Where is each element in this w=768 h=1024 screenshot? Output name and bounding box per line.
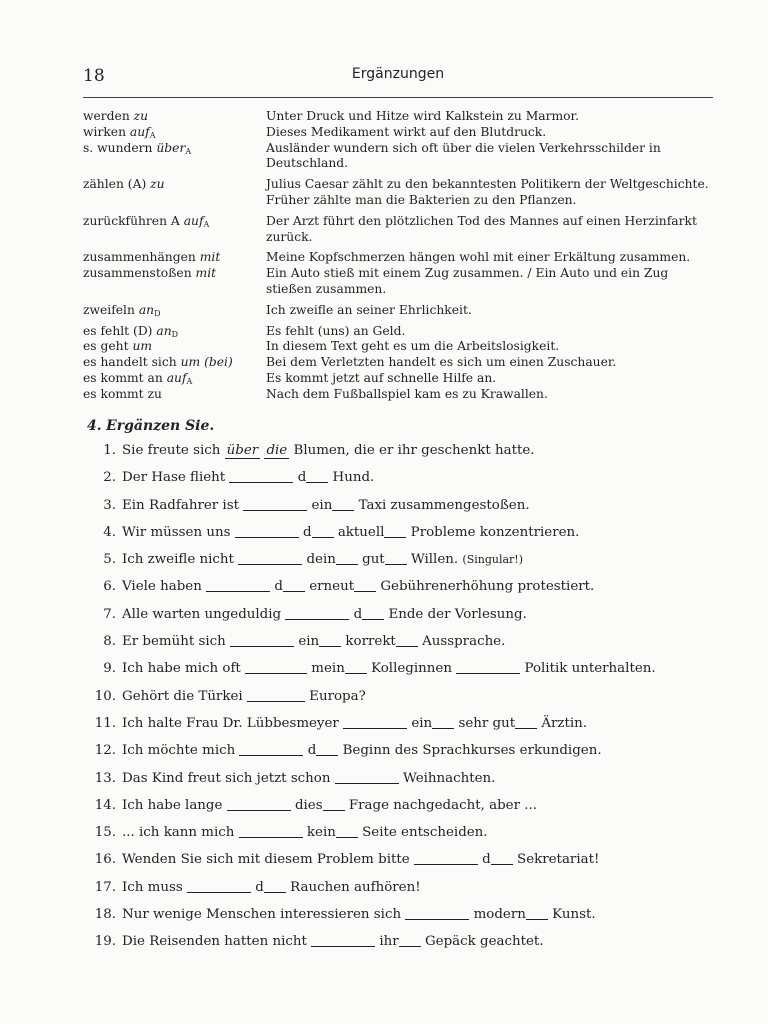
verb-preposition: an (156, 323, 172, 338)
item-number: 6. (103, 579, 116, 595)
case-subscript: D (171, 329, 179, 339)
item-text: d (251, 879, 264, 895)
answer-blank[interactable] (312, 521, 334, 538)
answer-blank[interactable] (515, 712, 537, 729)
item-number: 9. (103, 661, 116, 677)
verb-text: zählen (A) (83, 177, 147, 192)
item-text: Ich muss (122, 879, 187, 895)
exercise-item (88, 685, 728, 712)
item-number: 4. (103, 524, 116, 540)
item-text: Wir müssen uns (122, 524, 235, 540)
item-number: 13. (94, 770, 116, 786)
verb-preposition: mit (199, 250, 221, 265)
answer-blank[interactable] (491, 848, 513, 865)
vocab-verb (83, 266, 268, 282)
vocab-row (83, 303, 723, 319)
answer-blank[interactable] (245, 657, 307, 674)
case-subscript: D (154, 308, 161, 318)
item-text: Die Reisenden hatten nicht (122, 934, 312, 950)
vocab-verb (83, 387, 268, 403)
answer-blank[interactable] (432, 712, 454, 729)
header-divider (83, 97, 713, 98)
vocab-example (266, 387, 723, 403)
vocab-example (266, 141, 723, 173)
example-line: Ausländer wundern sich oft über die vielen Verkehrsschilder in (266, 140, 661, 155)
item-text: Gebührenerhöhung protestiert. (376, 579, 595, 595)
answer-blank[interactable] (414, 848, 478, 865)
item-text: Ende der Vorlesung. (384, 606, 527, 622)
example-line: Julius Caesar zählt zu den bekanntesten Politikern der Weltgeschichte. (266, 177, 709, 192)
verb-text: es kommt zu (83, 386, 162, 401)
vocab-example (266, 109, 723, 125)
answer-blank[interactable] (335, 767, 399, 784)
item-text: Wenden Sie sich mit diesem Problem bitte (122, 852, 414, 868)
item-text: ... ich kann mich (122, 825, 239, 841)
exercise-item (88, 603, 728, 630)
vocab-example (266, 177, 723, 209)
item-text: Er bemüht sich (122, 634, 231, 650)
exercise-item (88, 521, 728, 548)
item-note: (Singular!) (462, 553, 524, 567)
vocab-verb (83, 339, 268, 355)
case-subscript: A (149, 130, 156, 140)
filled-answer: über (226, 443, 259, 458)
answer-blank[interactable] (354, 575, 376, 592)
page-title: Ergänzungen (351, 66, 445, 82)
item-text: sehr gut (454, 715, 516, 731)
item-text: Ich habe lange (122, 797, 227, 813)
vocab-example (266, 125, 723, 141)
item-text: Kunst. (547, 907, 596, 923)
item-number: 11. (94, 715, 116, 731)
item-text: Ein Radfahrer ist (122, 497, 244, 513)
verb-preposition: auf (183, 213, 204, 228)
page-header (83, 66, 713, 90)
item-number: 16. (94, 852, 116, 868)
vocab-verb (83, 125, 268, 141)
example-line: Früher zählte man die Bakterien zu den Pflanzen. (266, 192, 577, 207)
verb-preposition: um (bei) (180, 355, 233, 370)
exercise-item (88, 794, 728, 821)
vocab-example (266, 250, 723, 266)
item-number: 8. (103, 634, 116, 650)
vocab-row (83, 371, 723, 387)
vocab-example (266, 324, 723, 340)
vocab-row (83, 339, 723, 355)
item-text: Weihnachten. (398, 770, 496, 786)
item-text: Rauchen aufhören! (285, 879, 421, 895)
item-text: d (349, 606, 363, 622)
item-text: ein (407, 715, 433, 731)
item-text: Frage nachgedacht, aber ... (344, 797, 538, 813)
vocab-row (83, 109, 723, 125)
vocab-example (266, 266, 723, 298)
item-text: Ich zweifle nicht (122, 552, 239, 568)
item-text: Ärztin. (537, 715, 588, 731)
exercise-item (88, 575, 728, 602)
item-number: 2. (103, 470, 116, 486)
case-subscript: A (185, 146, 192, 156)
vocab-verb (83, 109, 268, 125)
verb-text: zusammenhängen (83, 250, 196, 265)
item-text: Beginn des Sprachkurses erkundigen. (338, 743, 602, 759)
item-text: korrekt (341, 634, 396, 650)
exercise-item (88, 712, 728, 739)
verb-preposition: über (156, 140, 186, 155)
item-number: 3. (103, 497, 116, 513)
item-number: 10. (94, 688, 116, 704)
exercise-heading (87, 418, 214, 434)
verb-preposition: um (132, 339, 153, 354)
vocab-verb (83, 324, 268, 340)
item-text: Seite entscheiden. (357, 825, 488, 841)
example-line: stießen zusammen. (266, 281, 387, 296)
example-line: Meine Kopfschmerzen hängen wohl mit einer Erkältung zusammen. (266, 250, 691, 265)
vocab-row (83, 355, 723, 371)
item-number: 5. (103, 552, 116, 568)
example-line: Dieses Medikament wirkt auf den Blutdruck. (266, 124, 547, 139)
answer-blank[interactable] (345, 657, 367, 674)
answer-blank[interactable] (343, 712, 407, 729)
item-text: Gehört die Türkei (122, 688, 247, 704)
item-text: ein (294, 634, 320, 650)
example-line: Der Arzt führt den plötzlichen Tod des Mannes auf einen Herzinfarkt (266, 213, 697, 228)
exercise-item (88, 494, 728, 521)
case-subscript: A (186, 376, 193, 386)
verb-text: zurückführen A (83, 213, 180, 228)
answer-blank[interactable] (230, 630, 294, 647)
item-text: aktuell (333, 524, 385, 540)
item-text: Aussprache. (417, 634, 506, 650)
item-number: 14. (94, 797, 116, 813)
page-number: 18 (83, 66, 105, 86)
item-number: 18. (94, 907, 116, 923)
item-text: Blumen, die er ihr geschenkt hatte. (289, 443, 535, 458)
exercise-item (88, 767, 728, 794)
item-text: modern (469, 907, 526, 923)
item-text: Sie freute sich (122, 443, 225, 458)
vocab-row (83, 266, 723, 298)
verb-preposition: mit (195, 266, 217, 281)
exercise-number: 4. (87, 418, 102, 434)
item-text: Nur wenige Menschen interessieren sich (122, 907, 406, 923)
answer-blank[interactable] (227, 794, 291, 811)
item-text: Taxi zusammengestoßen. (354, 497, 530, 513)
exercise-item (88, 466, 728, 493)
example-line: Nach dem Fußballspiel kam es zu Krawallen. (266, 386, 548, 401)
verb-preposition: auf (166, 370, 187, 385)
vocab-row (83, 177, 723, 209)
item-text: d (270, 579, 283, 595)
item-text: Das Kind freut sich jetzt schon (122, 770, 335, 786)
answer-blank[interactable] (319, 630, 341, 647)
vocab-verb (83, 141, 268, 157)
vocab-row (83, 125, 723, 141)
exercise-item (88, 848, 728, 875)
item-text: Probleme konzentrieren. (406, 524, 580, 540)
item-text: Politik unterhalten. (520, 661, 656, 677)
exercise-item (88, 876, 728, 903)
item-text: Alle warten ungeduldig (122, 606, 286, 622)
answer-blank[interactable] (229, 466, 293, 483)
item-text: Ich möchte mich (122, 743, 240, 759)
vocab-example (266, 214, 723, 246)
item-text: d (303, 743, 317, 759)
answer-blank[interactable] (384, 521, 406, 538)
vocab-verb (83, 214, 268, 230)
item-text: d (298, 524, 312, 540)
filled-answer: die (266, 443, 288, 458)
example-line: Unter Druck und Hitze wird Kalkstein zu Marmor. (266, 109, 579, 123)
item-text: dein (302, 552, 336, 568)
answer-blank[interactable] (316, 739, 338, 756)
example-line: Bei dem Verletzten handelt es sich um einen Zuschauer. (266, 355, 617, 370)
item-text: Sekretariat! (512, 852, 600, 868)
item-text: Viele haben (122, 579, 207, 595)
verb-preposition: auf (129, 124, 150, 139)
example-line: In diesem Text geht es um die Arbeitslosigkeit. (266, 339, 560, 354)
item-number: 19. (94, 934, 116, 950)
vocab-row (83, 324, 723, 340)
item-text: kein (302, 825, 336, 841)
item-number: 17. (94, 879, 116, 895)
vocab-verb (83, 303, 268, 319)
vocab-verb (83, 177, 268, 193)
item-text: d (477, 852, 491, 868)
example-line: zurück. (266, 229, 313, 244)
item-text: Der Hase flieht (122, 470, 230, 486)
exercise-item (88, 657, 728, 684)
answer-blank[interactable] (311, 930, 375, 947)
vocab-row (83, 214, 723, 246)
answer-blank[interactable] (385, 548, 407, 565)
verb-text: werden (83, 109, 130, 123)
answer-blank[interactable] (323, 794, 345, 811)
answer-blank[interactable] (206, 575, 270, 592)
exercise-list (88, 439, 728, 958)
example-line: Ein Auto stieß mit einem Zug zusammen. / Ein Auto und ein Zug (266, 266, 669, 281)
answer-blank[interactable] (336, 821, 358, 838)
verb-text: wirken (83, 124, 126, 139)
vocab-row (83, 141, 723, 173)
item-number: 7. (103, 606, 116, 622)
verb-preposition: an (138, 302, 155, 317)
item-text: d (293, 470, 307, 486)
item-text: gut (357, 552, 385, 568)
vocab-verb (83, 371, 268, 387)
item-text: Gepäck geachtet. (420, 934, 544, 950)
item-text: dies (290, 797, 323, 813)
item-number: 1. (103, 443, 116, 458)
answer-blank[interactable] (362, 603, 384, 620)
exercise-item (88, 439, 728, 466)
answer-blank[interactable] (306, 466, 328, 483)
vocab-example (266, 371, 723, 387)
item-text: Ich habe mich oft (122, 661, 246, 677)
answer-blank[interactable] (526, 903, 548, 920)
exercise-item (88, 821, 728, 848)
answer-blank[interactable] (283, 575, 305, 592)
example-line: Es kommt jetzt auf schnelle Hilfe an. (266, 370, 497, 385)
example-line: Ich zweifle an seiner Ehrlichkeit. (266, 302, 472, 317)
vocab-list (83, 109, 723, 403)
example-line: Deutschland. (266, 156, 349, 171)
answer-blank[interactable] (243, 494, 307, 511)
exercise-item (88, 930, 728, 957)
exercise-item (88, 548, 728, 575)
answer-blank[interactable] (238, 548, 302, 565)
vocab-example (266, 339, 723, 355)
item-number: 15. (94, 825, 116, 841)
item-number: 12. (94, 743, 116, 759)
vocab-example (266, 303, 723, 319)
item-text: erneut (304, 579, 355, 595)
answer-blank[interactable] (396, 630, 418, 647)
verb-text: es fehlt (D) (83, 323, 153, 338)
answer-blank[interactable] (405, 903, 469, 920)
exercise-item (88, 903, 728, 930)
verb-text: es handelt sich (83, 355, 177, 370)
answer-blank[interactable] (332, 494, 354, 511)
answer-blank[interactable] (239, 739, 303, 756)
vocab-verb (83, 355, 268, 371)
answer-blank[interactable] (235, 521, 299, 538)
vocab-row (83, 250, 723, 266)
item-text: Kolleginnen (366, 661, 457, 677)
item-text: ein (307, 497, 333, 513)
verb-text: s. wundern (83, 140, 153, 155)
exercise-title: Ergänzen Sie. (106, 418, 215, 434)
item-text: Ich halte Frau Dr. Lübbesmeyer (122, 715, 344, 731)
verb-text: zweifeln (83, 302, 135, 317)
item-text: Willen. (406, 552, 463, 568)
vocab-row (83, 387, 723, 403)
case-subscript: A (203, 219, 210, 229)
vocab-example (266, 355, 723, 371)
answer-blank[interactable] (247, 685, 305, 702)
answer-blank[interactable] (336, 548, 358, 565)
answer-blank[interactable] (264, 876, 286, 893)
answer-blank[interactable] (399, 930, 421, 947)
item-text: ihr (375, 934, 399, 950)
item-text: mein (307, 661, 345, 677)
example-line: Es fehlt (uns) an Geld. (266, 323, 406, 338)
answer-blank[interactable] (239, 821, 303, 838)
item-text: Europa? (304, 688, 366, 704)
item-text: Hund. (328, 470, 375, 486)
verb-text: zusammenstoßen (83, 266, 192, 281)
verb-text: es geht (83, 339, 129, 354)
verb-text: es kommt an (83, 370, 163, 385)
verb-preposition: zu (133, 109, 149, 123)
vocab-verb (83, 250, 268, 266)
exercise-item (88, 630, 728, 657)
verb-preposition: zu (150, 177, 165, 192)
exercise-item (88, 739, 728, 766)
answer-blank[interactable] (187, 876, 251, 893)
answer-blank[interactable] (456, 657, 520, 674)
answer-blank[interactable] (285, 603, 349, 620)
